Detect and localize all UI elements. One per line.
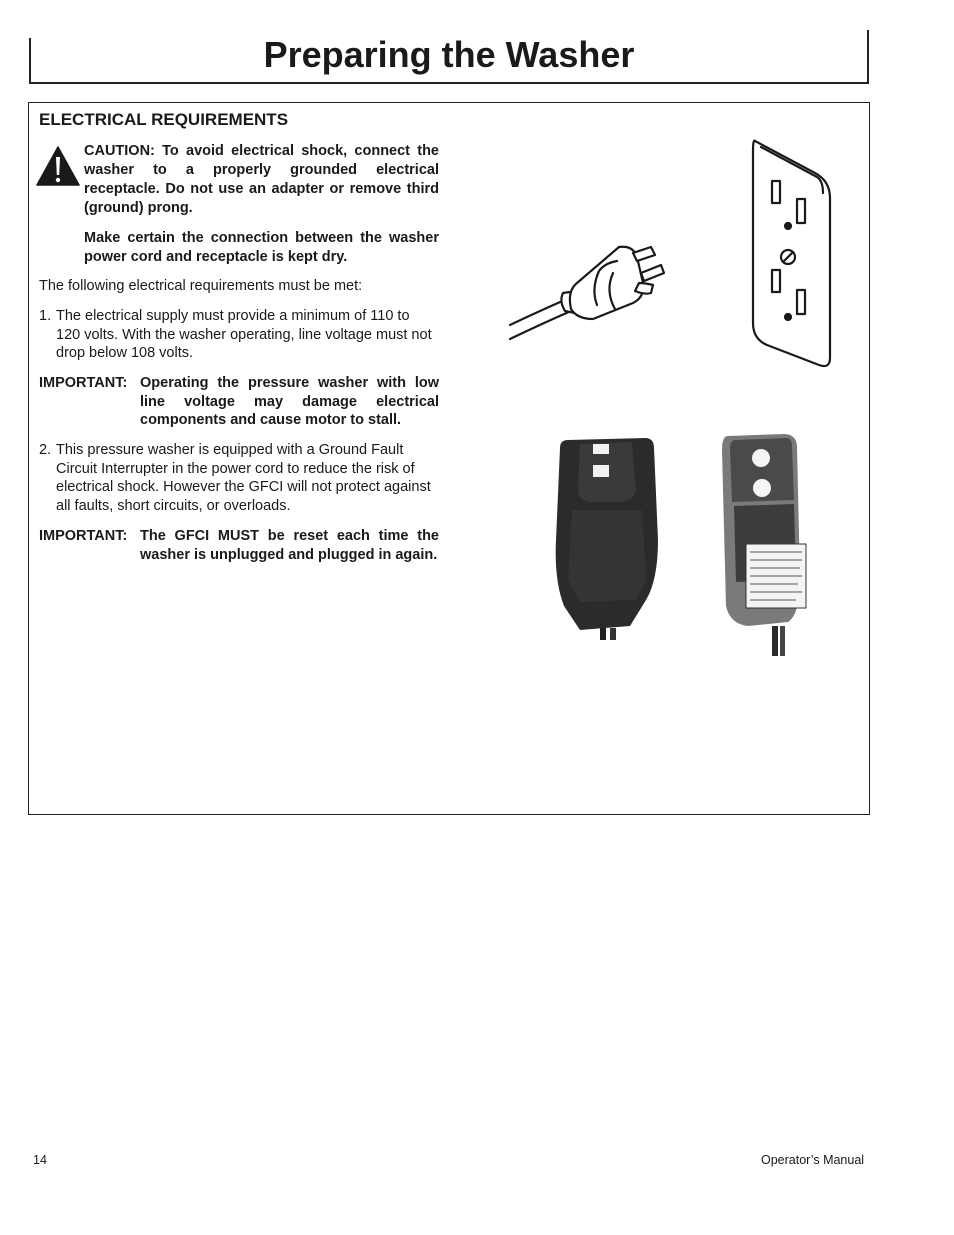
title-box xyxy=(29,30,869,84)
list-number: 1. xyxy=(39,308,52,324)
important-label: IMPORTANT: xyxy=(39,375,128,391)
list-item xyxy=(39,441,434,515)
list-text: This pressure washer is equipped with a Ground Fault Circuit Interrupter in the power cord to reduce the risk of electrical shock. However the GFCI will not protect against all faults, short circuits, or overloads. xyxy=(56,442,431,514)
important-text: The GFCI MUST be reset each time the washer is unplugged and plugged in again. xyxy=(140,528,439,563)
caution-block xyxy=(84,142,439,278)
plug-receptacle-illustration xyxy=(505,133,835,373)
important-text: Operating the pressure washer with low line voltage may damage electrical components and cause motor to stall. xyxy=(140,375,439,428)
important-note xyxy=(39,527,439,564)
intro-text: The following electrical requirements must be met: xyxy=(39,278,363,294)
page-title: Preparing the Washer xyxy=(263,34,635,75)
important-label: IMPORTANT: xyxy=(39,528,128,544)
page-number: 14 xyxy=(33,1153,47,1167)
list-number: 2. xyxy=(39,442,52,458)
section-heading: ELECTRICAL REQUIREMENTS xyxy=(39,110,289,129)
list-item xyxy=(39,307,434,363)
caution-dry-text: Make certain the connection between the washer power cord and receptacle is kept dry. xyxy=(84,230,439,265)
warning-triangle-icon xyxy=(36,145,80,187)
important-note xyxy=(39,374,439,430)
manual-name: Operator’s Manual xyxy=(761,1153,865,1167)
list-text: The electrical supply must provide a minimum of 110 to 120 volts. With the washer operating, line voltage must not drop below 108 volts. xyxy=(56,308,432,361)
caution-text: CAUTION: To avoid electrical shock, connect the washer to a properly grounded electrical receptacle. Do not use an adapter or remove third (ground) prong. xyxy=(84,143,439,216)
gfci-plug-illustration xyxy=(550,430,830,660)
